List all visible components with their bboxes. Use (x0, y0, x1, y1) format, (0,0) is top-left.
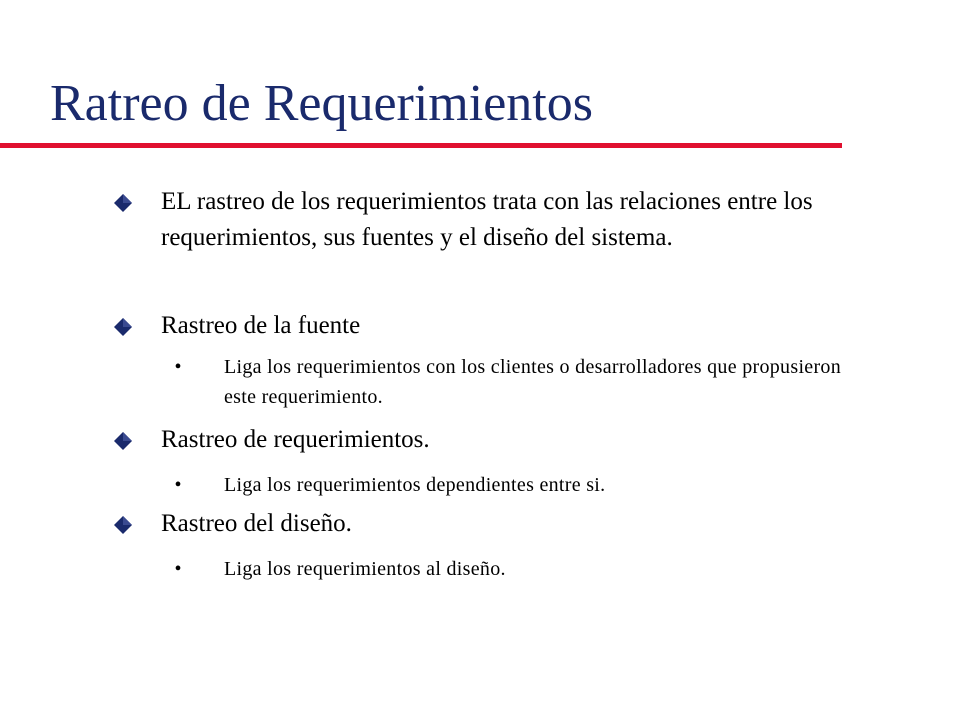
sub-bullet-text: Liga los requerimientos dependientes entre si. (224, 474, 606, 496)
bullet-text: EL rastreo de los requerimientos trata con las relaciones entre los requerimientos, sus fuentes y el diseño del sistema. (161, 188, 813, 251)
sub-bullet-dot: • (174, 356, 182, 378)
sub-bullet-dot: • (174, 558, 182, 580)
diamond-bullet-icon (113, 431, 133, 451)
bullet-text: Rastreo de la fuente (161, 312, 361, 339)
sub-bullet-text: Liga los requerimientos con los clientes o desarrolladores que propusieron este requerimiento. (224, 356, 842, 408)
sub-bullet-text: Liga los requerimientos al diseño. (224, 558, 506, 580)
bullet-text: Rastreo del diseño. (161, 510, 352, 537)
bullet-text: Rastreo de requerimientos. (161, 426, 430, 453)
sub-bullet-dot: • (174, 474, 182, 496)
slide-title: Ratreo de Requerimientos (50, 75, 593, 132)
diamond-bullet-icon (113, 317, 133, 337)
diamond-bullet-icon (113, 193, 133, 213)
diamond-bullet-icon (113, 515, 133, 535)
